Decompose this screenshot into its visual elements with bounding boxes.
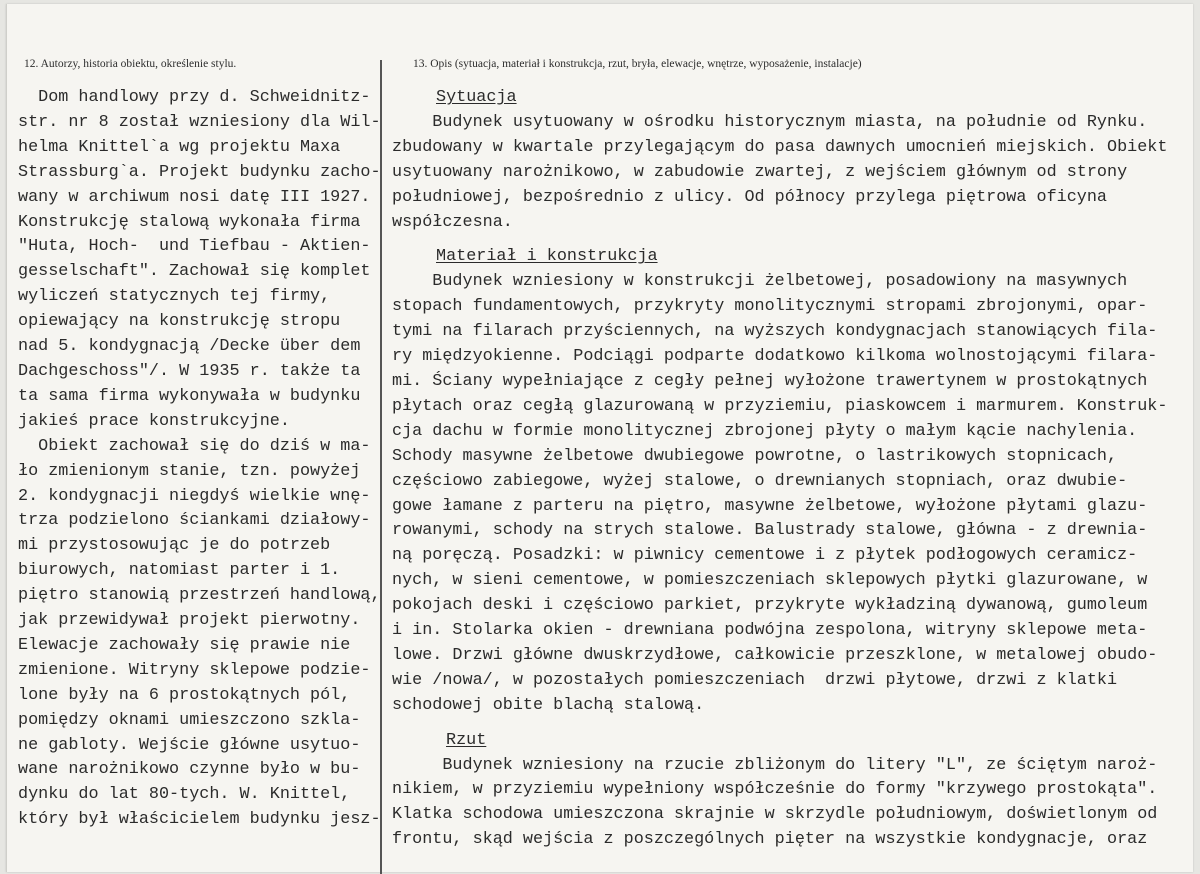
- right-text-line: schodowej obite blachą stalową.: [392, 695, 705, 715]
- left-text-line: 2. kondygnacji niegdyś wielkie wnę-: [18, 486, 371, 506]
- right-text-line: usytuowany narożnikowo, w zabudowie zwartej, z wejściem głównym od strony: [392, 162, 1128, 182]
- right-text-line: częściowo zabiegowe, wyżej stalowe, o drewnianych stopniach, oraz dwubie-: [392, 471, 1128, 491]
- right-text-line: ry międzyokienne. Podciągi podparte dodatkowo kilkoma wolnostojącymi filara-: [392, 347, 1158, 367]
- right-text-line: lowe. Drzwi główne dwuskrzydłowe, całkowicie przeszklone, w metalowej obudo-: [392, 645, 1158, 665]
- right-text-line: Klatka schodowa umieszczona skrajnie w skrzydle południowym, doświetlonym od: [392, 805, 1158, 825]
- right-text-line: stopach fundamentowych, przykryty monolitycznymi stropami zbrojonymi, opar-: [392, 297, 1148, 317]
- left-text-line: opiewający na konstrukcję stropu: [18, 312, 341, 332]
- right-text-line: tymi na filarach przyściennych, na wyższych kondygnacjach stanowiących fila-: [392, 322, 1158, 342]
- right-text-line: Budynek wzniesiony na rzucie zbliżonym do litery "L", ze ściętym naroż-: [392, 755, 1158, 775]
- right-text-line: południowej, bezpośrednio z ulicy. Od północy przylega piętrowa oficyna: [392, 187, 1107, 207]
- right-column-header: 13. Opis (sytuacja, materiał i konstrukcja, rzut, bryła, elewacje, wnętrze, wyposażenie, instalacje): [413, 58, 862, 70]
- section-materiał-i-konstrukcja: [392, 245, 1167, 718]
- right-text-line: wie /nowa/, w pozostałych pomieszczeniach drzwi płytowe, drzwi z klatki: [392, 670, 1118, 690]
- left-text-line: zmienione. Witryny sklepowe podzie-: [18, 660, 371, 680]
- left-text-line: wyliczeń statycznych tej firmy,: [18, 287, 331, 307]
- left-text-line: wane narożnikowo czynne było w bu-: [18, 760, 361, 780]
- left-text-line: dynku do lat 80-tych. W. Knittel,: [18, 785, 351, 805]
- section-title: Rzut: [446, 730, 487, 750]
- left-text-line: lone były na 6 prostokątnych pól,: [18, 685, 351, 705]
- left-text-line: "Huta, Hoch- und Tiefbau - Aktien-: [18, 237, 371, 257]
- left-text-line: ło zmienionym stanie, tzn. powyżej: [18, 461, 361, 481]
- section-rzut: [392, 729, 1167, 854]
- left-text-line: trza podzielono ściankami działowy-: [18, 511, 371, 531]
- left-text-line: ta sama firma wykonywała w budynku: [18, 386, 361, 406]
- left-text-line: ne gabloty. Wejście główne usytuo-: [18, 735, 361, 755]
- left-text-line: gesselschaft". Zachował się komplet: [18, 262, 371, 282]
- right-text-line: mi. Ściany wypełniające z cegły pełnej wyłożone trawertynem w prostokątnych: [392, 371, 1148, 391]
- left-text-line: Elewacje zachowały się prawie nie: [18, 635, 351, 655]
- right-text-line: nych, w sieni cementowe, w pomieszczeniach sklepowych płytki glazurowane, w: [392, 571, 1148, 591]
- left-text-line: który był właścicielem budynku jesz-: [18, 810, 381, 830]
- right-text-line: frontu, skąd wejścia z poszczególnych pięter na wszystkie kondygnacje, oraz: [392, 830, 1148, 850]
- right-text-line: i in. Stolarka okien - drewniana podwójna zespolona, witryny sklepowe meta-: [392, 621, 1148, 641]
- left-text-line: Dom handlowy przy d. Schweidnitz-: [18, 88, 371, 107]
- left-text-line: jakieś prace konstrukcyjne.: [18, 411, 290, 431]
- right-column-text: [392, 86, 1167, 853]
- section-title: Sytuacja: [436, 88, 517, 107]
- right-text-line: nikiem, w przyziemiu wypełniony współcześnie do formy "krzywego prostokąta".: [392, 780, 1158, 800]
- right-text-line: płytach oraz cegłą glazurowaną w przyziemiu, piaskowcem i marmurem. Konstruk-: [392, 396, 1168, 416]
- left-text-line: helma Knittel`a wg projektu Maxa: [18, 137, 341, 157]
- right-text-line: pokojach deski i częściowo parkiet, przykryte wykładziną dywanową, gumoleum: [392, 596, 1148, 616]
- left-text-line: Strassburg`a. Projekt budynku zacho-: [18, 162, 381, 182]
- left-text-line: jak przewidywał projekt pierwotny.: [18, 611, 361, 631]
- right-text-line: gowe łamane z parteru na piętro, masywne żelbetowe, wyłożone płytami glazu-: [392, 496, 1148, 516]
- left-column-text: [18, 86, 381, 833]
- right-text-line: cja dachu w formie monolitycznej zbrojonej płyty o małym kącie nachylenia.: [392, 421, 1138, 441]
- section-sytuacja: [392, 86, 1167, 235]
- right-text-line: Budynek usytuowany w ośrodku historycznym miasta, na południe od Rynku.: [392, 112, 1148, 132]
- section-title: Materiał i konstrukcja: [436, 247, 658, 267]
- right-text-line: ną poręczą. Posadzki: w piwnicy cementowe i z płytek podłogowych ceramicz-: [392, 546, 1138, 566]
- right-text-line: Budynek wzniesiony w konstrukcji żelbetowej, posadowiony na masywnych: [392, 272, 1128, 292]
- left-text-line: Dachgeschoss"/. W 1935 r. także ta: [18, 361, 361, 381]
- right-text-line: zbudowany w kwartale przylegającym do pasa dawnych umocnień miejskich. Obiekt: [392, 137, 1168, 157]
- right-text-line: współczesna.: [392, 212, 513, 232]
- left-text-line: Obiekt zachował się do dziś w ma-: [18, 436, 371, 456]
- left-text-line: wany w archiwum nosi datę III 1927.: [18, 187, 371, 207]
- left-text-line: piętro stanowią przestrzeń handlową,: [18, 586, 381, 606]
- left-column-header: 12. Autorzy, historia obiektu, określenie stylu.: [24, 58, 237, 70]
- right-text-line: Schody masywne żelbetowe dwubiegowe powrotne, o lastrikowych stopnicach,: [392, 446, 1118, 466]
- left-text-line: nad 5. kondygnacją /Decke über dem: [18, 337, 361, 357]
- left-text-line: str. nr 8 został wzniesiony dla Wil-: [18, 112, 381, 132]
- left-text-line: mi przystosowując je do potrzeb: [18, 536, 331, 556]
- left-text-line: pomiędzy oknami umieszczono szkla-: [18, 710, 361, 730]
- left-text-line: biurowych, natomiast parter i 1.: [18, 561, 341, 581]
- left-text-line: Konstrukcję stalową wykonała firma: [18, 212, 361, 232]
- right-text-line: rowanymi, schody na strych stalowe. Balustrady stalowe, główna - z drewnia-: [392, 521, 1148, 541]
